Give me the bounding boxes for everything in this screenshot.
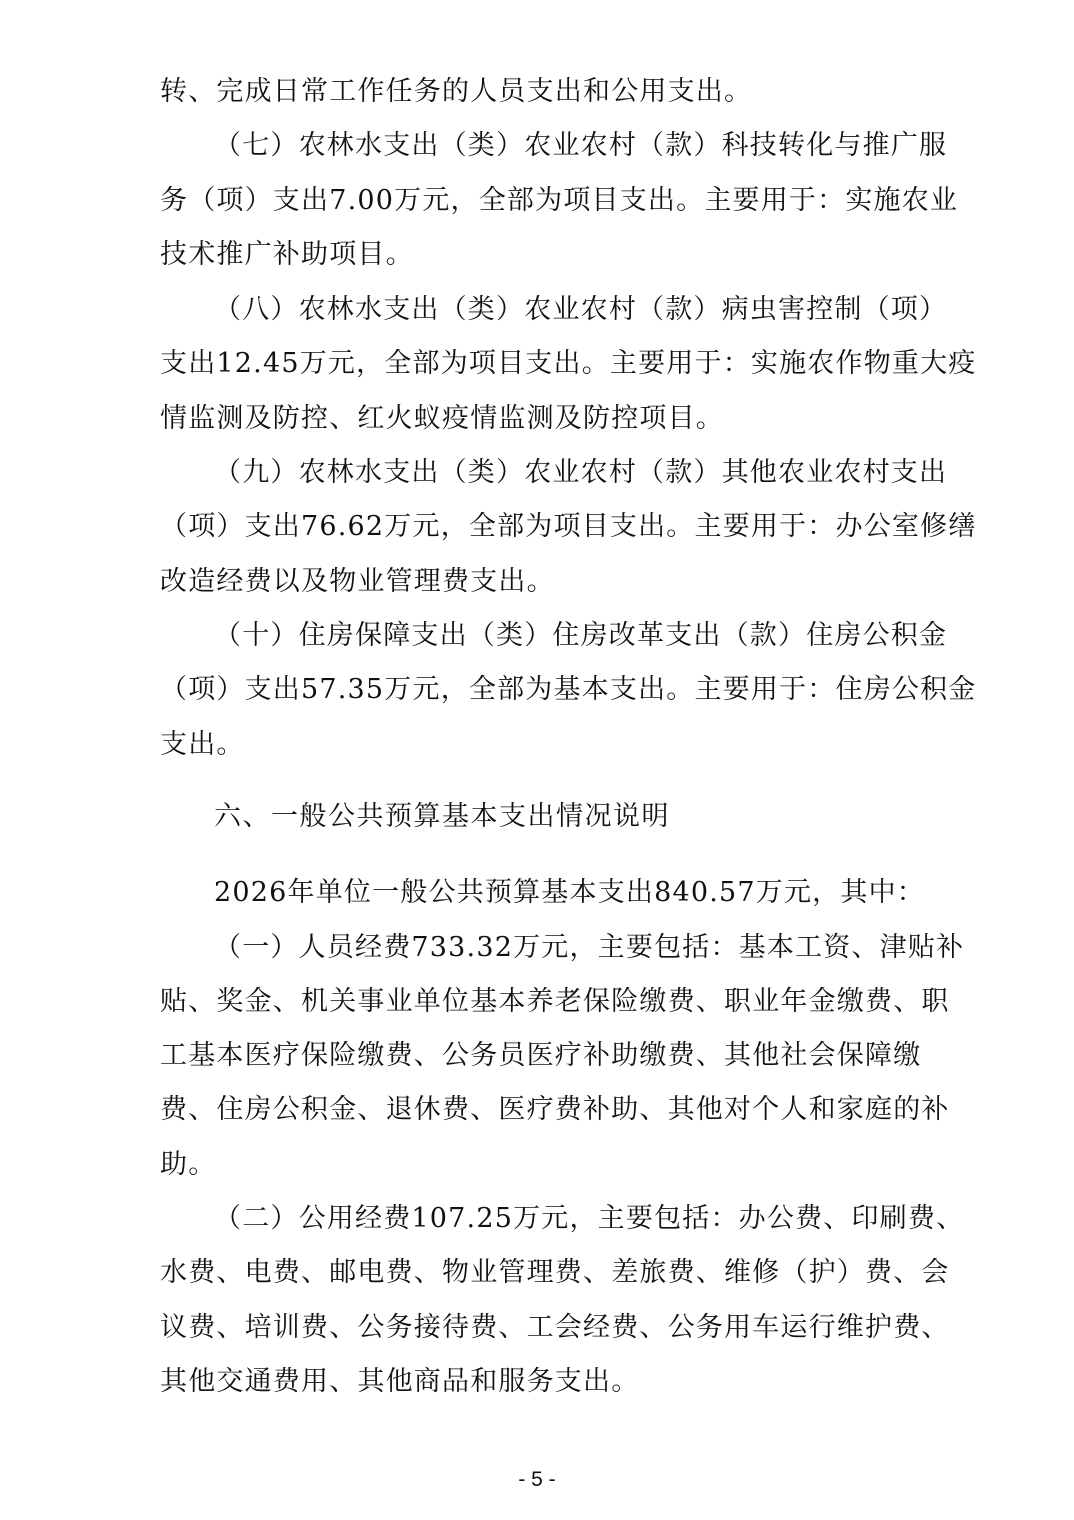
text-line: （二）公用经费107.25万元，主要包括：办公费、印刷费、 bbox=[214, 1203, 965, 1234]
text-line: 贴、奖金、机关事业单位基本养老保险缴费、职业年金缴费、职 bbox=[160, 986, 950, 1017]
text-line: （九）农林水支出（类）农业农村（款）其他农业农村支出 bbox=[214, 457, 948, 488]
text-line: （十）住房保障支出（类）住房改革支出（款）住房公积金 bbox=[214, 620, 948, 651]
text-line: 支出12.45万元，全部为项目支出。主要用于：实施农作物重大疫 bbox=[160, 348, 977, 379]
text-line: 2026年单位一般公共预算基本支出840.57万元，其中： bbox=[214, 877, 925, 908]
text-line: 其他交通费用、其他商品和服务支出。 bbox=[160, 1366, 640, 1397]
text-line: 转、完成日常工作任务的人员支出和公用支出。 bbox=[160, 76, 753, 107]
text-line: 改造经费以及物业管理费支出。 bbox=[160, 566, 555, 597]
text-line: （一）人员经费733.32万元，主要包括：基本工资、津贴补 bbox=[214, 932, 965, 963]
page-number: - 5 - bbox=[518, 1468, 556, 1491]
text-line: 务（项）支出7.00万元，全部为项目支出。主要用于：实施农业 bbox=[160, 185, 959, 216]
text-line: 费、住房公积金、退休费、医疗费补助、其他对个人和家庭的补 bbox=[160, 1094, 950, 1125]
text-line: 技术推广补助项目。 bbox=[160, 239, 414, 270]
text-line: 工基本医疗保险缴费、公务员医疗补助缴费、其他社会保障缴 bbox=[160, 1040, 922, 1071]
text-line: （八）农林水支出（类）农业农村（款）病虫害控制（项） bbox=[214, 294, 948, 325]
text-line: 水费、电费、邮电费、物业管理费、差旅费、维修（护）费、会 bbox=[160, 1257, 950, 1288]
text-line: （七）农林水支出（类）农业农村（款）科技转化与推广服 bbox=[214, 130, 948, 161]
text-line: 情监测及防控、红火蚁疫情监测及防控项目。 bbox=[160, 403, 724, 434]
text-line: （项）支出76.62万元，全部为项目支出。主要用于：办公室修缮 bbox=[160, 511, 977, 542]
text-line: （项）支出57.35万元，全部为基本支出。主要用于：住房公积金 bbox=[160, 674, 977, 705]
section-heading: 六、一般公共预算基本支出情况说明 bbox=[214, 801, 670, 832]
text-line: 支出。 bbox=[160, 729, 245, 760]
text-line: 议费、培训费、公务接待费、工会经费、公务用车运行维护费、 bbox=[160, 1312, 950, 1343]
text-line: 助。 bbox=[160, 1149, 217, 1180]
